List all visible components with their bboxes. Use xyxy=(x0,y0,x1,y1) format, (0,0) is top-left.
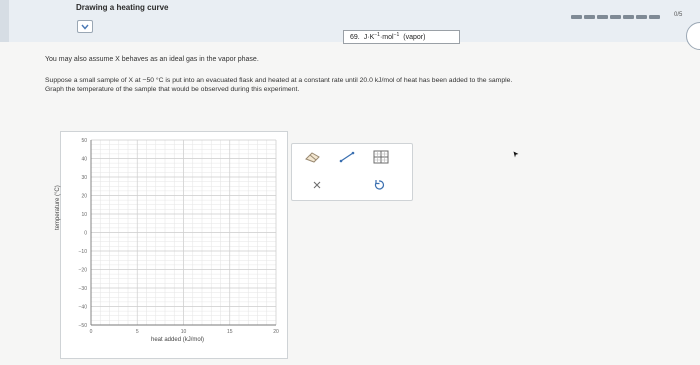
y-tick-label: 0 xyxy=(84,230,87,237)
x-icon xyxy=(312,180,322,190)
progress-segment xyxy=(636,15,647,19)
progress-segment xyxy=(610,15,621,19)
x-tick-label: 10 xyxy=(180,329,187,335)
instructions-line2: Graph the temperature of the sample that would be observed during this experiment. xyxy=(45,86,300,93)
x-tick-label: 0 xyxy=(89,329,93,335)
undo-button[interactable] xyxy=(372,178,386,192)
grid-tool[interactable] xyxy=(372,149,390,165)
x-tick-label: 20 xyxy=(273,329,279,335)
x-tick-label: 5 xyxy=(135,329,139,335)
assumption-text: You may also assume X behaves as an ideal gas in the vapor phase. xyxy=(45,56,259,63)
line-tool[interactable] xyxy=(338,150,356,164)
y-tick-label: −50 xyxy=(78,323,87,329)
undo-icon xyxy=(373,179,385,191)
progress-label: 0/5 xyxy=(674,12,683,18)
entropy-phase: (vapor) xyxy=(403,33,426,41)
clear-button[interactable] xyxy=(310,178,324,192)
y-tick-label: 50 xyxy=(81,138,87,144)
header-left-edge xyxy=(0,0,9,42)
x-tick-label: 15 xyxy=(226,329,233,335)
page-title: Drawing a heating curve xyxy=(76,3,169,12)
progress-segment xyxy=(623,15,634,19)
y-tick-label: −30 xyxy=(78,286,87,292)
mouse-cursor-icon xyxy=(513,145,519,163)
y-axis-label: temperature (°C) xyxy=(55,185,61,230)
line-tool-icon xyxy=(339,151,355,163)
progress-segment xyxy=(584,15,595,19)
y-tick-label: −40 xyxy=(78,304,87,311)
entropy-value-box xyxy=(343,30,460,44)
collapse-button[interactable] xyxy=(77,20,93,33)
grid-icon xyxy=(373,150,389,164)
graph-canvas[interactable] xyxy=(61,132,287,358)
y-tick-label: −20 xyxy=(78,267,87,274)
progress-segment xyxy=(597,15,608,19)
entropy-value: 69. xyxy=(350,33,360,41)
instructions-text xyxy=(45,76,695,94)
x-axis-label: heat added (kJ/mol) xyxy=(151,337,205,343)
eraser-icon xyxy=(304,151,322,163)
y-tick-label: 10 xyxy=(81,212,87,218)
y-tick-label: 20 xyxy=(81,193,87,200)
progress-segment xyxy=(571,15,582,19)
instructions-line1: Suppose a small sample of X at −50 °C is put into an evacuated flask and heated at a constant rate until 20.0 kJ/mol of heat has been added to the sample. xyxy=(45,77,513,84)
chevron-down-icon xyxy=(81,24,89,30)
y-tick-label: 40 xyxy=(81,156,87,163)
progress-segment xyxy=(649,15,660,19)
entropy-unit: $J\cdot K^{-1}\cdot mol^{-1}$ xyxy=(363,31,400,41)
eraser-tool[interactable] xyxy=(304,150,322,164)
y-tick-label: 30 xyxy=(81,175,87,181)
progress-bar xyxy=(571,15,660,19)
tool-palette xyxy=(291,143,413,201)
graph-panel[interactable] xyxy=(60,131,288,359)
y-tick-label: −10 xyxy=(78,249,87,255)
